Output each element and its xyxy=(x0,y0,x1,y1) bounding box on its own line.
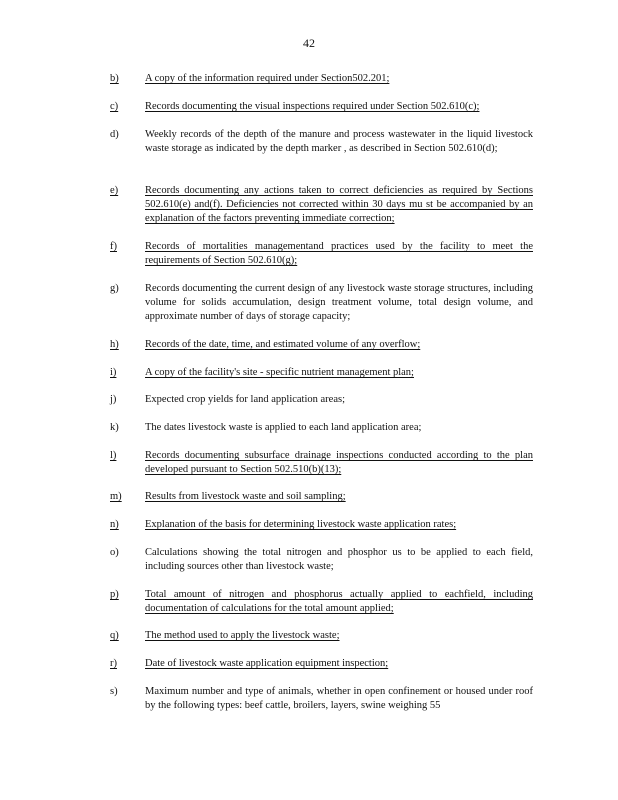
item-letter: s) xyxy=(110,686,118,697)
item-text: Records of mortalities managementand practices used by the facility to meet the requirements of Section 502.610(g); xyxy=(145,241,533,266)
item-letter: q) xyxy=(110,630,119,641)
item-letter: e) xyxy=(110,185,119,196)
item-letter: b) xyxy=(110,73,119,84)
item-text: Expected crop yields for land application areas; xyxy=(145,394,346,405)
item-letter: h) xyxy=(110,339,119,350)
item-text: Records documenting any actions taken to correct deficiencies as required by Sections 502.610(e) and(f). Deficiencies not corrected within 30 days mu st be accompanied by an explanation of the factors preventing immediate correction; xyxy=(145,185,533,224)
item-letter: n) xyxy=(110,519,119,530)
item-letter: f) xyxy=(110,241,117,252)
item-text: Date of livestock waste application equipment inspection; xyxy=(145,658,389,669)
item-text: Records documenting the visual inspections required under Section 502.610(c); xyxy=(145,101,480,112)
item-text: Results from livestock waste and soil sampling; xyxy=(145,491,346,502)
item-letter: i) xyxy=(110,367,117,378)
item-letter: r) xyxy=(110,658,117,669)
item-letter: p) xyxy=(110,589,119,600)
item-text: Weekly records of the depth of the manure and process wastewater in the liquid livestock waste storage as indicated by the depth marker , as described in Section 502.610(d); xyxy=(145,129,533,154)
item-text: Maximum number and type of animals, whether in open confinement or housed under roof by the following types: beef cattle, broilers, layers, swine weighing 55 xyxy=(145,686,533,711)
item-text: Records documenting subsurface drainage inspections conducted according to the plan developed pursuant to Section 502.510(b)(13); xyxy=(145,450,533,475)
item-text: Total amount of nitrogen and phosphorus actually applied to eachfield, including documentation of calculations for the total amount applied; xyxy=(145,589,533,614)
item-text: Explanation of the basis for determining livestock waste application rates; xyxy=(145,519,457,530)
item-text: A copy of the facility's site - specific nutrient management plan; xyxy=(145,367,414,378)
item-text: Records of the date, time, and estimated volume of any overflow; xyxy=(145,339,421,350)
item-letter: g) xyxy=(110,283,119,294)
item-letter: m) xyxy=(110,491,122,502)
item-text: Records documenting the current design of any livestock waste storage structures, including volume for solids accumulation, design treatment volume, total design volume, and approximate number of days of storage capacity; xyxy=(145,283,533,322)
item-text: A copy of the information required under Section502.201; xyxy=(145,73,390,84)
page-number: 42 xyxy=(303,36,315,50)
item-text: The method used to apply the livestock waste; xyxy=(145,630,340,641)
item-letter: l) xyxy=(110,450,117,461)
item-letter: o) xyxy=(110,547,119,558)
item-letter: j) xyxy=(110,394,117,405)
item-text: The dates livestock waste is applied to each land application area; xyxy=(145,422,422,433)
item-text: Calculations showing the total nitrogen and phosphor us to be applied to each field, including sources other than livestock waste; xyxy=(145,547,533,572)
item-letter: k) xyxy=(110,422,119,433)
item-letter: d) xyxy=(110,129,119,140)
item-letter: c) xyxy=(110,101,119,112)
